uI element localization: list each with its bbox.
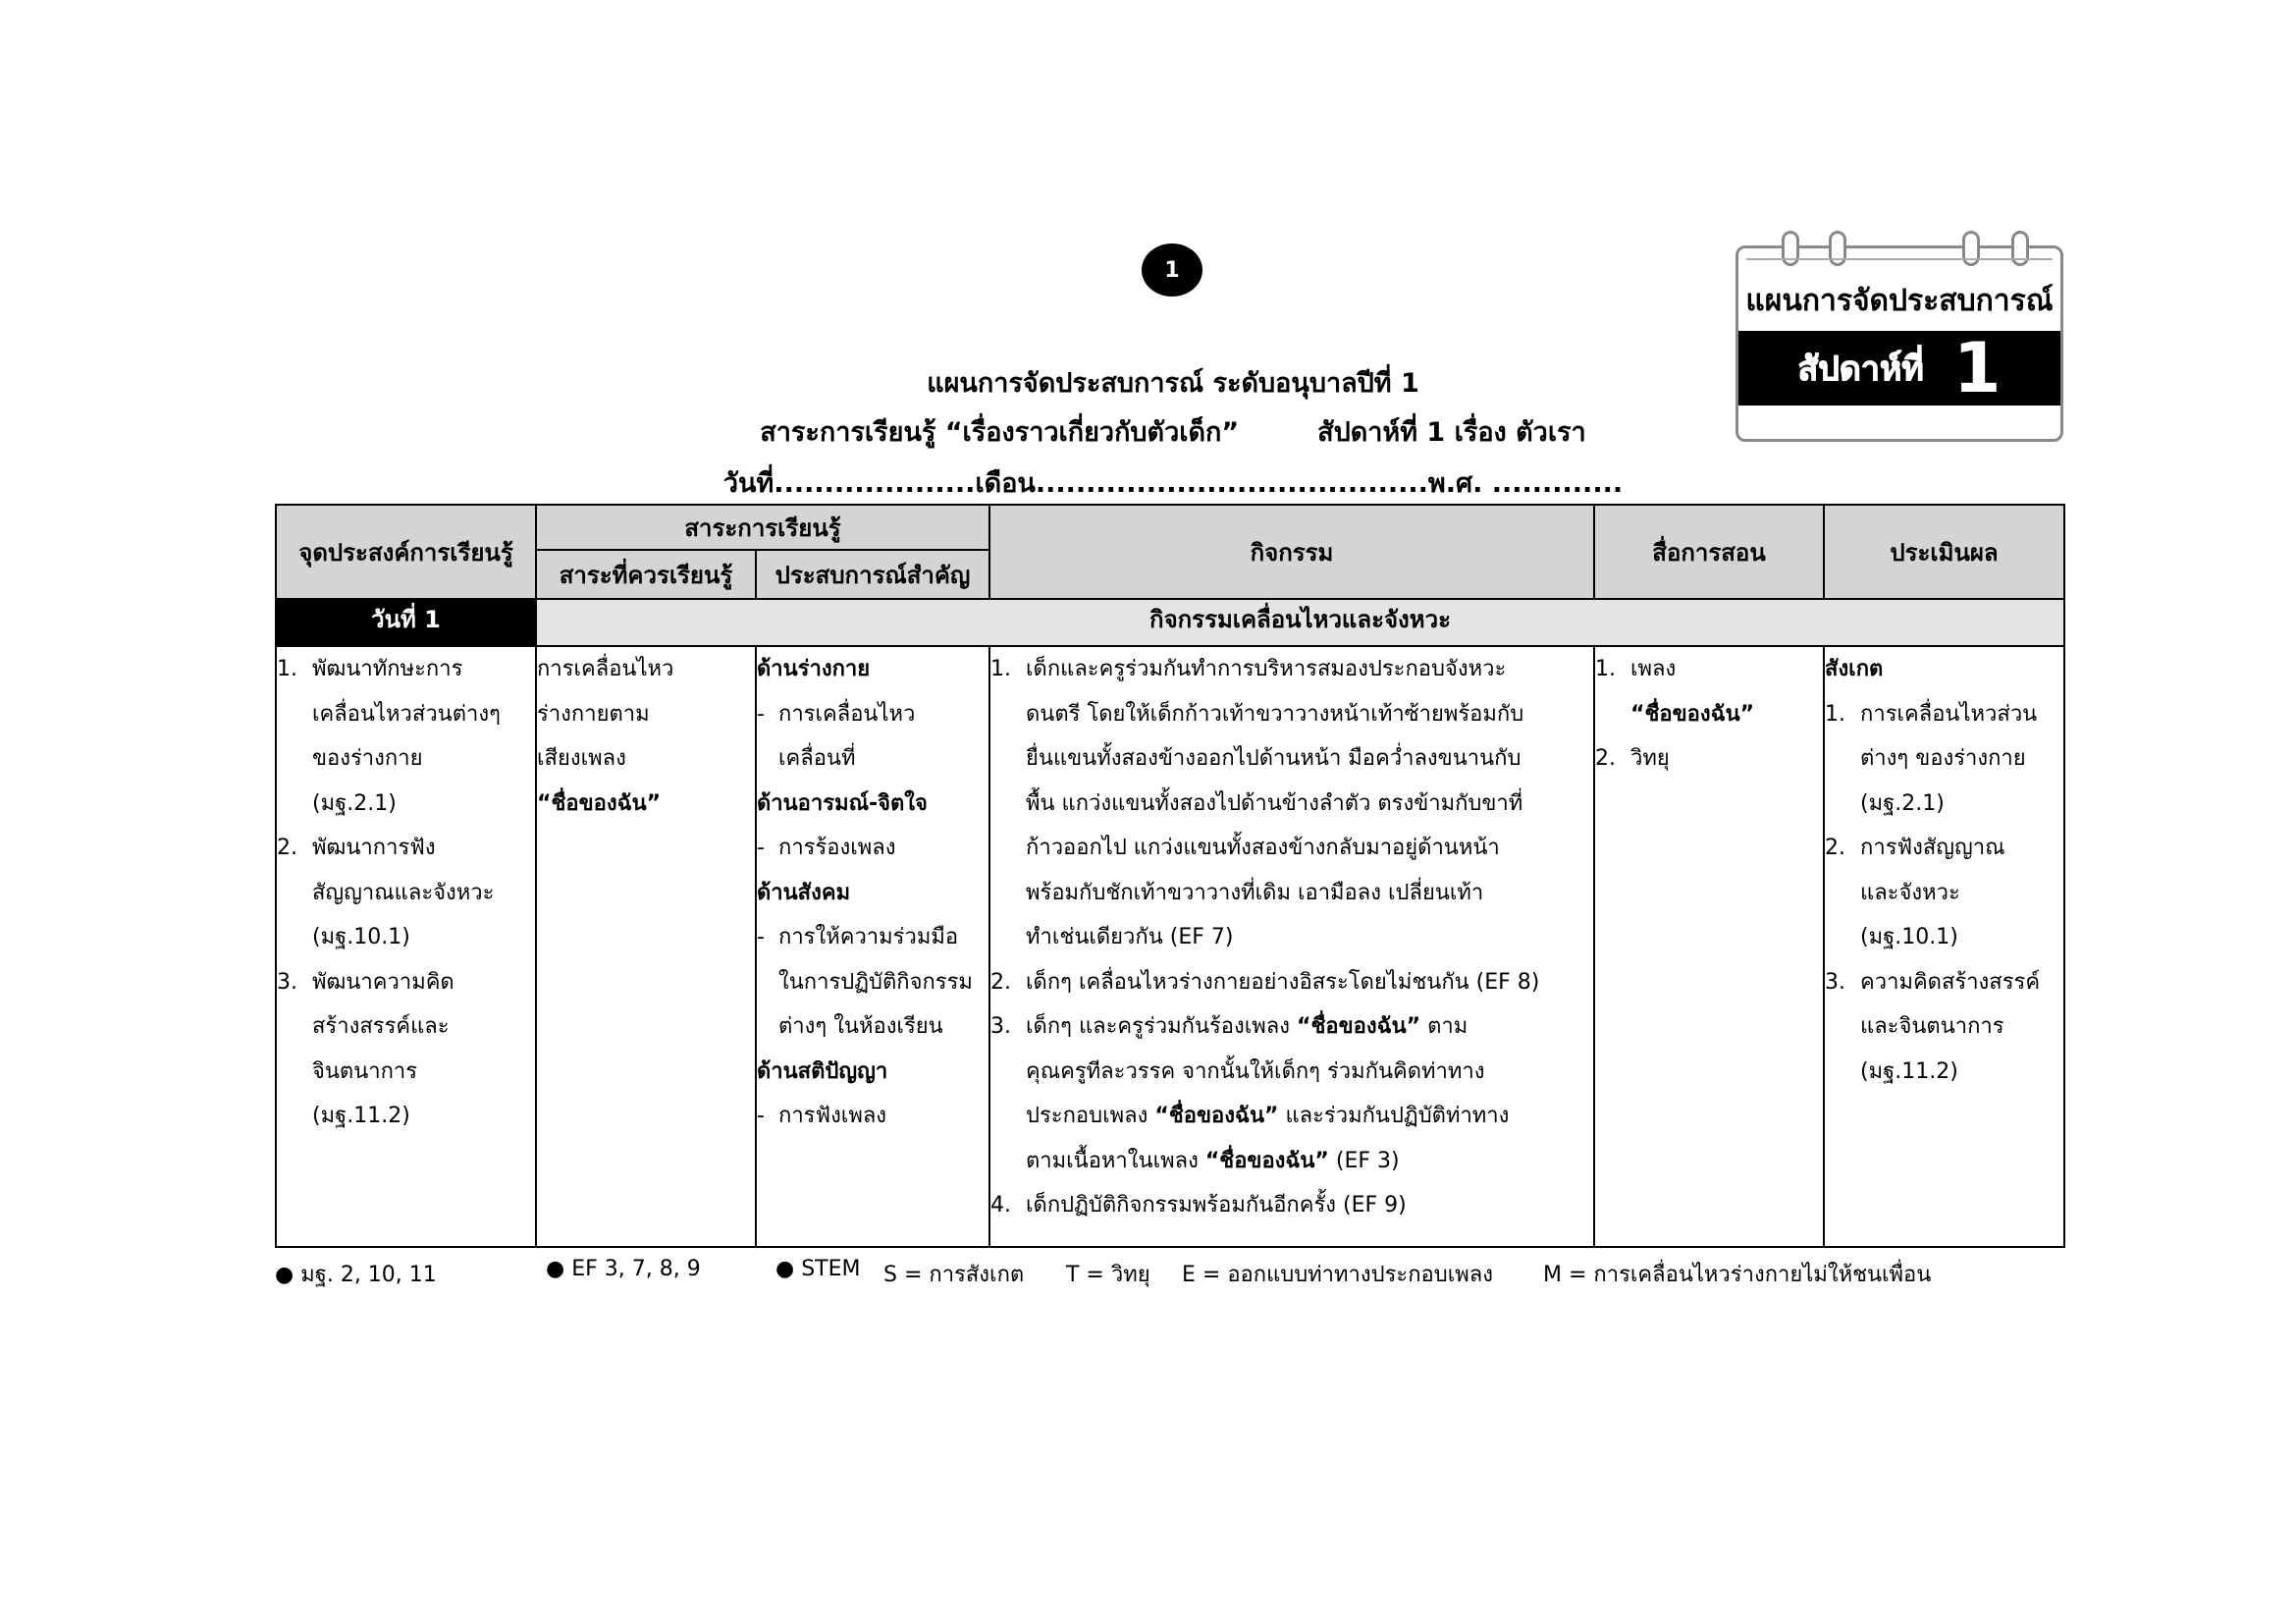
objective-item — [277, 960, 535, 1139]
footer-stem: ● STEM — [775, 1257, 861, 1281]
evaluation-cell — [1824, 646, 2064, 1247]
day-activity-title: กิจกรรมเคลื่อนไหวและจังหวะ — [536, 599, 2064, 646]
experience-line: ในการปฏิบัติกิจกรรม — [778, 969, 973, 995]
content-line: เสียงเพลง — [537, 746, 626, 771]
evaluation-item — [1825, 960, 2063, 1095]
activity-line — [1026, 1139, 1593, 1184]
media-text: วิทยุ — [1630, 746, 1670, 771]
item-number: 3. — [1825, 969, 1846, 995]
content-line: ร่างกายตาม — [537, 701, 650, 727]
experience-line: เคลื่อนที่ — [778, 746, 856, 771]
song-title: “ชื่อของฉัน” — [537, 790, 662, 816]
calendar-ring-icon — [1962, 231, 1980, 266]
activities-cell — [989, 646, 1594, 1247]
plan-subtitle — [589, 410, 1757, 453]
objective-line: (มฐ.2.1) — [312, 790, 397, 816]
activity-line: เด็กๆ เคลื่อนไหวร่างกายอย่างอิสระโดยไม่ชนกัน (EF 8) — [1026, 969, 1540, 995]
activity-text: ตาม — [1420, 1014, 1468, 1039]
activity-line: ก้าวออกไป แกว่งแขนทั้งสองข้างกลับมาอยู่ด้านหน้า — [1026, 836, 1500, 860]
calendar-badge-title: แผนการจัดประสบการณ์ — [1745, 284, 2054, 318]
content-learn-cell — [536, 646, 756, 1247]
header-content-group: สาระการเรียนรู้ — [536, 505, 989, 550]
plan-title: แผนการจัดประสบการณ์ ระดับอนุบาลปีที่ 1 — [927, 368, 1419, 399]
header-media: สื่อการสอน — [1594, 505, 1824, 599]
activity-item — [990, 1183, 1593, 1228]
item-number: 2. — [1825, 836, 1846, 860]
activity-text: เด็กๆ และครูร่วมกันร้องเพลง — [1026, 1014, 1298, 1039]
experience-line: การเคลื่อนไหว — [778, 701, 916, 727]
footer-stem-e: E = ออกแบบท่าทางประกอบเพลง — [1182, 1263, 1493, 1287]
experience-heading: ด้านสังคม — [757, 880, 851, 905]
footer-stem-m: M = การเคลื่อนไหวร่างกายไม่ให้ชนเพื่อน — [1543, 1263, 1932, 1287]
activity-line: คุณครูทีละวรรค จากนั้นให้เด็กๆ ร่วมกันคิดท่าทาง — [1026, 1058, 1485, 1084]
key-experience-cell — [756, 646, 989, 1247]
evaluation-line: และจินตนาการ — [1860, 1014, 2004, 1039]
experience-line: ต่างๆ ในห้องเรียน — [778, 1014, 943, 1039]
song-title: “ชื่อของฉัน” — [1154, 1104, 1279, 1128]
page-number-badge: 1 — [1142, 244, 1202, 297]
calendar-ring-icon — [1829, 231, 1846, 266]
activity-line — [1026, 1094, 1593, 1139]
evaluation-line: (มฐ.2.1) — [1860, 790, 1945, 816]
date-line: วันที่....................เดือน.......................................พ.ศ. ............. — [722, 468, 1624, 499]
item-number: 2. — [277, 836, 297, 860]
objective-line: จินตนาการ — [312, 1058, 418, 1084]
media-item — [1595, 736, 1823, 782]
objective-line: พัฒนาการฟัง — [312, 836, 436, 860]
calendar-week-number: 1 — [1952, 328, 2002, 408]
objectives-cell — [276, 646, 536, 1247]
evaluation-line: (มฐ.10.1) — [1860, 925, 1958, 949]
item-number: 2. — [1595, 746, 1617, 771]
objective-item — [277, 647, 535, 826]
day-label: วันที่ 1 — [276, 599, 536, 646]
evaluation-line: การเคลื่อนไหวส่วน — [1860, 701, 2038, 727]
activity-item — [990, 960, 1593, 1005]
media-cell — [1594, 646, 1824, 1247]
objective-line: (มฐ.10.1) — [312, 925, 410, 949]
experience-heading: ด้านร่างกาย — [757, 657, 871, 681]
week-title: สัปดาห์ที่ 1 เรื่อง ตัวเรา — [1317, 417, 1586, 448]
experience-item: - การฟังเพลง — [757, 1094, 988, 1139]
objective-line: (มฐ.11.2) — [312, 1104, 410, 1128]
evaluation-line: (มฐ.11.2) — [1860, 1058, 1958, 1084]
calendar-badge — [1735, 245, 2063, 442]
item-number: 1. — [1825, 701, 1846, 727]
activity-text: ประกอบเพลง — [1026, 1104, 1155, 1128]
experience-heading: ด้านอารมณ์-จิตใจ — [757, 790, 928, 816]
activity-line: ดนตรี โดยให้เด็กก้าวเท้าขวาวางหน้าเท้าซ้ายพร้อมกับ — [1026, 701, 1524, 727]
activity-line: เด็กและครูร่วมกันทำการบริหารสมองประกอบจังหวะ — [1026, 657, 1507, 681]
content-line: การเคลื่อนไหว — [537, 657, 674, 681]
header-objectives: จุดประสงค์การเรียนรู้ — [276, 505, 536, 599]
evaluation-heading: สังเกต — [1825, 657, 1884, 681]
footer-ef: ● EF 3, 7, 8, 9 — [546, 1257, 701, 1281]
evaluation-line: และจังหวะ — [1860, 880, 1960, 905]
experience-item: - การให้ความร่วมมือ ในการปฏิบัติกิจกรรม ต่างๆ ในห้องเรียน — [757, 915, 988, 1050]
objective-item — [277, 826, 535, 960]
item-number: 1. — [990, 657, 1012, 681]
activity-item — [990, 1004, 1593, 1183]
activity-line: พร้อมกับชักเท้าขวาวางที่เดิม เอามือลง เปลี่ยนเท้า — [1026, 880, 1484, 905]
activity-item — [990, 647, 1593, 960]
activity-text: (EF 3) — [1328, 1148, 1400, 1173]
media-text: เพลง — [1630, 657, 1677, 681]
experience-heading: ด้านสติปัญญา — [757, 1058, 888, 1084]
header-key-experience: ประสบการณ์สำคัญ — [756, 550, 989, 599]
evaluation-line: การฟังสัญญาณ — [1860, 836, 2005, 860]
calendar-ring-icon — [1782, 231, 1799, 266]
item-number: 3. — [277, 969, 297, 995]
experience-line: การให้ความร่วมมือ — [778, 925, 959, 949]
objective-line: พัฒนาความคิด — [312, 969, 454, 995]
lesson-plan-table — [275, 504, 2065, 1248]
calendar-badge-week — [1738, 328, 2060, 408]
footer-stem-s: S = การสังเกต — [883, 1263, 1025, 1287]
activity-line: พื้น แกว่งแขนทั้งสองไปด้านข้างลำตัว ตรงข้ามกับขาที่ — [1026, 790, 1523, 816]
subject-title: สาระการเรียนรู้ “เรื่องราวเกี่ยวกับตัวเด็ก” — [760, 417, 1240, 448]
objective-line: พัฒนาทักษะการ — [312, 657, 463, 681]
evaluation-line: ต่างๆ ของร่างกาย — [1860, 746, 2026, 771]
evaluation-line: ความคิดสร้างสรรค์ — [1860, 969, 2041, 995]
activity-line: ทำเช่นเดียวกัน (EF 7) — [1026, 925, 1234, 949]
footer-standards: ● มฐ. 2, 10, 11 — [275, 1263, 437, 1287]
item-number: 2. — [990, 969, 1012, 995]
item-number: 4. — [990, 1193, 1012, 1218]
item-number: 1. — [277, 657, 297, 681]
media-item — [1595, 647, 1823, 736]
activity-text: ตามเนื้อหาในเพลง — [1026, 1148, 1205, 1173]
calendar-ring-icon — [2011, 231, 2029, 266]
objective-line: ของร่างกาย — [312, 746, 423, 771]
activity-line — [1026, 1004, 1593, 1050]
evaluation-item — [1825, 692, 2063, 827]
song-title: “ชื่อของฉัน” — [1204, 1148, 1329, 1173]
experience-line: การฟังเพลง — [778, 1104, 887, 1128]
activity-line: เด็กปฏิบัติกิจกรรมพร้อมกันอีกครั้ง (EF 9) — [1026, 1193, 1407, 1218]
calendar-week-label: สัปดาห์ที่ — [1797, 350, 1924, 389]
header-evaluation: ประเมินผล — [1824, 505, 2064, 599]
experience-item: - การเคลื่อนไหว เคลื่อนที่ — [757, 692, 988, 782]
header-content-learn: สาระที่ควรเรียนรู้ — [536, 550, 756, 599]
song-title: “ชื่อของฉัน” — [1630, 701, 1755, 727]
footer-stem-t: T = วิทยุ — [1066, 1263, 1150, 1287]
objective-line: สร้างสรรค์และ — [312, 1014, 450, 1039]
song-title: “ชื่อของฉัน” — [1297, 1014, 1421, 1039]
header-activities: กิจกรรม — [989, 505, 1594, 599]
experience-item: - การร้องเพลง — [757, 826, 988, 871]
item-number: 3. — [990, 1014, 1012, 1039]
experience-line: การร้องเพลง — [778, 836, 896, 860]
activity-line: ยื่นแขนทั้งสองข้างออกไปด้านหน้า มือคว่ำลงขนานกับ — [1026, 746, 1522, 771]
activity-text: และร่วมกันปฏิบัติท่าทาง — [1278, 1104, 1510, 1128]
objective-line: สัญญาณและจังหวะ — [312, 880, 495, 905]
evaluation-item — [1825, 826, 2063, 960]
objective-line: เคลื่อนไหวส่วนต่างๆ — [312, 701, 501, 727]
item-number: 1. — [1595, 657, 1617, 681]
